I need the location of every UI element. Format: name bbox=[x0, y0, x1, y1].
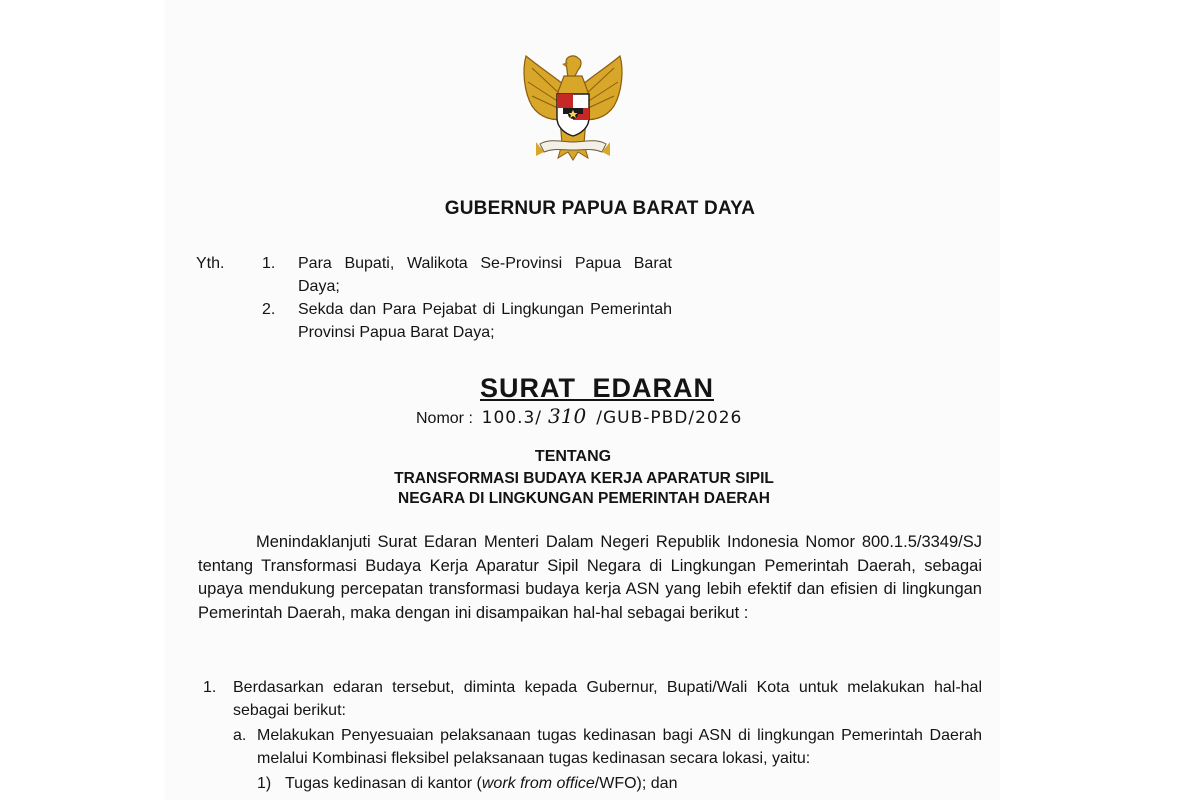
nested-list-item-text bbox=[285, 772, 982, 795]
letter-number-prefix: 100.3/ bbox=[481, 408, 543, 428]
subject-label: TENTANG bbox=[534, 448, 612, 465]
italic-term: work from office bbox=[481, 775, 595, 792]
list-item-number: 1. bbox=[203, 679, 217, 696]
letter-number bbox=[416, 404, 742, 428]
sub-list-item-text: Melakukan Penyesuaian pelaksanaan tugas kedinasan bagi ASN di lingkungan Pemerintah Daerah melalui Kombinasi fleksibel pelaksanaan tugas kedinasan secara lokasi, yaitu: bbox=[257, 727, 982, 767]
letter-title: SURAT EDARAN bbox=[480, 373, 714, 403]
letter-number-label: Nomor : bbox=[416, 410, 473, 427]
intro-paragraph: Menindaklanjuti Surat Edaran Menteri Dalam Negeri Republik Indonesia Nomor 800.1.5/3349/SJ tentang Transformasi Budaya Kerja Aparatur Sipil Negara di Lingkungan Pemerintah Daerah, sebagai upaya mendukung percepatan transformasi budaya kerja ASN yang lebih efektif dan efisien di lingkungan Pemerintah Daerah, maka dengan ini disampaikan hal-hal sebagai berikut : bbox=[198, 533, 982, 622]
sub-list-item-letter: a. bbox=[233, 727, 247, 744]
issuer-title: GUBERNUR PAPUA BARAT DAYA bbox=[444, 198, 756, 219]
list-item-text: Berdasarkan edaran tersebut, diminta kepada Gubernur, Bupati/Wali Kota untuk melakukan hal-hal sebagai berikut: bbox=[233, 679, 982, 719]
letter-number-handwritten: 310 bbox=[548, 404, 587, 428]
sub-list-item bbox=[233, 724, 982, 770]
recipient-item bbox=[262, 252, 672, 298]
recipient-label: Yth. bbox=[196, 255, 225, 272]
text-segment: /WFO); dan bbox=[594, 775, 678, 792]
recipient-text: Para Bupati, Walikota Se-Provinsi Papua Barat Daya; bbox=[298, 255, 672, 295]
letter-number-suffix: /GUB-PBD/2026 bbox=[596, 408, 743, 428]
text-segment: Tugas kedinasan di kantor ( bbox=[285, 775, 482, 792]
recipient-number: 1. bbox=[262, 255, 276, 272]
list-item bbox=[203, 676, 982, 722]
garuda-pancasila-emblem-icon bbox=[518, 48, 628, 164]
recipient-text: Sekda dan Para Pejabat di Lingkungan Pemerintah Provinsi Papua Barat Daya; bbox=[298, 301, 672, 341]
recipient-number: 2. bbox=[262, 301, 276, 318]
nested-list-item-number: 1) bbox=[257, 775, 272, 792]
subject-line-1: TRANSFORMASI BUDAYA KERJA APARATUR SIPIL bbox=[394, 470, 774, 487]
nested-list-item bbox=[257, 772, 982, 795]
subject-line-2: NEGARA DI LINGKUNGAN PEMERINTAH DAERAH bbox=[398, 490, 770, 507]
recipient-item bbox=[262, 298, 672, 344]
